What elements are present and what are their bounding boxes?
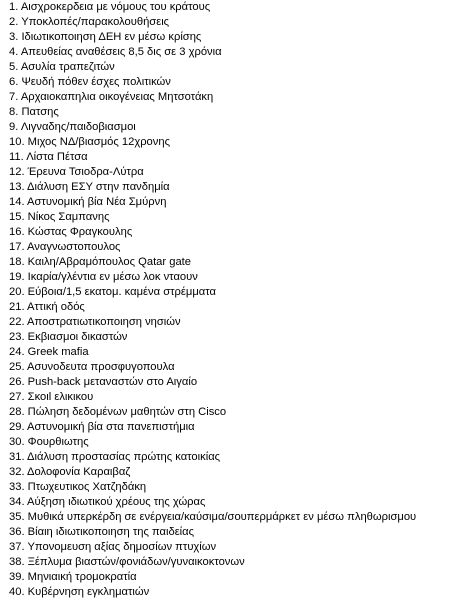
list-item: 26. Push-back μεταναστών στο Αιγαίο [9, 376, 198, 388]
list-item: 5. Ασυλία τραπεζιτών [9, 61, 115, 73]
list-item: 29. Αστυνομική βία στα πανεπιστήμια [9, 421, 195, 433]
list-item: 11. Λίστα Πέτσα [9, 151, 88, 163]
list-item: 37. Υπονομευση αξίας δημοσίων πτυχίων [9, 541, 217, 553]
list-item: 24. Greek mafia [9, 346, 89, 358]
list-item: 10. Μιχος ΝΔ/βιασμός 12χρονης [9, 136, 170, 148]
list-item: 35. Μυθικά υπερκέρδη σε ενέργεια/καύσιμα/σουπερμάρκετ εν μέσω πληθωρισμου [9, 511, 417, 523]
list-item: 31. Διάλυση προστασίας πρώτης κατοικίας [9, 451, 221, 463]
list-item: 33. Πτωχευτικος Χατζηδάκη [9, 481, 147, 493]
list-item: 12. Έρευνα Τσιοδρα-Λύτρα [9, 166, 144, 178]
list-item: 3. Ιδιωτικοποιηση ΔΕΗ εν μέσω κρίσης [9, 31, 202, 43]
list-item: 27. Σκοιl ελικικου [9, 391, 94, 403]
list-item: 19. Ικαρία/γλέντια εν μέσω λοκ νταουν [9, 271, 198, 283]
list-item: 38. Ξέπλυμα βιαστών/φονιάδων/γυναικοκτονων [9, 556, 245, 568]
list-item: 17. Αναγνωστοπουλος [9, 241, 121, 253]
list-item: 34. Αύξηση ιδιωτικού χρέους της χώρας [9, 496, 206, 508]
list-item: 1. Αισχροκερδεια με νόμους του κράτους [9, 1, 211, 13]
list-item: 22. Αποστρατιωτικοποιηση νησιών [9, 316, 181, 328]
list-item: 14. Αστυνομική βία Νέα Σμύρνη [9, 196, 167, 208]
list-item: 30. Φουρθιωτης [9, 436, 89, 448]
list-item: 13. Διάλυση ΕΣΥ στην πανδημία [9, 181, 170, 193]
list-item: 28. Πώληση δεδομένων μαθητών στη Cisco [9, 406, 227, 418]
list-item: 39. Μηνιαική τρομοκρατία [9, 571, 137, 583]
list-item: 23. Εκβιασμοι δικαστών [9, 331, 128, 343]
list-item: 2. Υποκλοπές/παρακολουθήσεις [9, 16, 170, 28]
numbered-list [9, 0, 447, 600]
list-item: 8. Πατσης [9, 106, 59, 118]
list-item: 18. Καιλη/Αβραμόπουλος Qatar gate [9, 256, 192, 268]
list-item: 9. Λιγναδης/παιδοβιασμοι [9, 121, 136, 133]
list-item: 32. Δολοφονία Καραιβαζ [9, 466, 131, 478]
list-item: 6. Ψευδή πόθεν έσχες πολιτικών [9, 76, 171, 88]
list-item: 16. Κώστας Φραγκουλης [9, 226, 133, 238]
list-item: 25. Ασυνοδευτα προσφυγοπουλα [9, 361, 175, 373]
list-item: 40. Κυβέρνηση εγκληματιών [9, 586, 150, 598]
list-item: 20. Εύβοια/1,5 εκατομ. καμένα στρέμματα [9, 286, 216, 298]
list-item: 15. Νίκος Σαμπανης [9, 211, 110, 223]
list-item: 36. Βίαιη ιδιωτικοποιηση της παιδείας [9, 526, 195, 538]
list-item: 7. Αρχαιοκαπηλια οικογένειας Μητσοτάκη [9, 91, 214, 103]
list-item: 21. Αττική οδός [9, 301, 85, 313]
list-item: 4. Απευθείας αναθέσεις 8,5 δις σε 3 χρόνια [9, 46, 222, 58]
